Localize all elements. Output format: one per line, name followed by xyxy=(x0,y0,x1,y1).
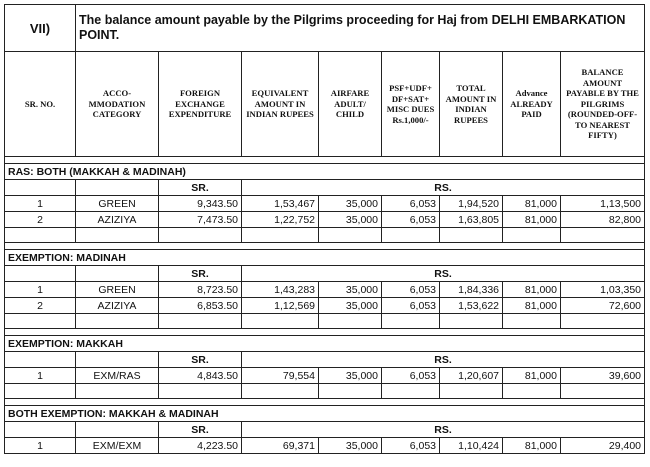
section-title: BOTH EXEMPTION: MAKKAH & MADINAH xyxy=(5,406,645,422)
blank-row xyxy=(5,228,645,243)
header-airfare: AIRFARE ADULT/ CHILD xyxy=(319,52,382,157)
spacer-cell xyxy=(5,399,645,406)
unit-rs: RS. xyxy=(242,422,645,438)
cell-airfare: 35,000 xyxy=(319,438,382,454)
cell-advance: 81,000 xyxy=(503,438,561,454)
cell-category: AZIZIYA xyxy=(76,298,159,314)
cell-foreign: 7,473.50 xyxy=(159,212,242,228)
blank-cell xyxy=(159,228,242,243)
title-row xyxy=(5,5,645,52)
unit-sr: SR. xyxy=(159,352,242,368)
cell-category: EXM/RAS xyxy=(76,368,159,384)
section-spacer xyxy=(5,157,645,164)
unit-blank xyxy=(5,422,76,438)
cell-psf: 6,053 xyxy=(382,212,440,228)
header-total-inr: TOTAL AMOUNT IN INDIAN RUPEES xyxy=(440,52,503,157)
cell-sr: 2 xyxy=(5,298,76,314)
blank-cell xyxy=(76,314,159,329)
cell-category: EXM/EXM xyxy=(76,438,159,454)
blank-cell xyxy=(440,384,503,399)
blank-cell xyxy=(503,384,561,399)
table-title: The balance amount payable by the Pilgrims proceeding for Haj from DELHI EMBARKATION POINT. xyxy=(76,5,645,52)
section-title: EXEMPTION: MADINAH xyxy=(5,250,645,266)
cell-balance: 39,600 xyxy=(561,368,645,384)
cell-equiv: 1,53,467 xyxy=(242,196,319,212)
header-accommodation: ACCO-MMODATION CATEGORY xyxy=(76,52,159,157)
cell-total: 1,20,607 xyxy=(440,368,503,384)
unit-rs: RS. xyxy=(242,352,645,368)
unit-rs: RS. xyxy=(242,266,645,282)
blank-cell xyxy=(382,228,440,243)
section-title: EXEMPTION: MAKKAH xyxy=(5,336,645,352)
cell-advance: 81,000 xyxy=(503,212,561,228)
unit-blank xyxy=(76,352,159,368)
cell-psf: 6,053 xyxy=(382,438,440,454)
cell-equiv: 1,43,283 xyxy=(242,282,319,298)
cell-total: 1,84,336 xyxy=(440,282,503,298)
cell-category: GREEN xyxy=(76,282,159,298)
section-title: RAS: BOTH (MAKKAH & MADINAH) xyxy=(5,164,645,180)
blank-cell xyxy=(382,384,440,399)
blank-cell xyxy=(5,314,76,329)
cell-balance: 29,400 xyxy=(561,438,645,454)
cell-advance: 81,000 xyxy=(503,282,561,298)
cell-foreign: 4,843.50 xyxy=(159,368,242,384)
unit-row xyxy=(5,266,645,282)
blank-cell xyxy=(5,384,76,399)
cell-airfare: 35,000 xyxy=(319,298,382,314)
blank-cell xyxy=(319,384,382,399)
table-row xyxy=(5,368,645,384)
blank-cell xyxy=(76,228,159,243)
spacer-cell xyxy=(5,243,645,250)
cell-advance: 81,000 xyxy=(503,368,561,384)
blank-cell xyxy=(242,314,319,329)
cell-total: 1,63,805 xyxy=(440,212,503,228)
table-row xyxy=(5,298,645,314)
cell-total: 1,53,622 xyxy=(440,298,503,314)
section-spacer xyxy=(5,243,645,250)
blank-cell xyxy=(5,228,76,243)
cell-equiv: 1,22,752 xyxy=(242,212,319,228)
cell-balance: 1,03,350 xyxy=(561,282,645,298)
cell-airfare: 35,000 xyxy=(319,196,382,212)
unit-row xyxy=(5,180,645,196)
blank-cell xyxy=(503,314,561,329)
section-title-row xyxy=(5,406,645,422)
section-spacer xyxy=(5,399,645,406)
blank-cell xyxy=(561,384,645,399)
section-title-row xyxy=(5,336,645,352)
cell-sr: 1 xyxy=(5,438,76,454)
unit-blank xyxy=(76,266,159,282)
unit-row xyxy=(5,352,645,368)
section-title-row xyxy=(5,164,645,180)
cell-airfare: 35,000 xyxy=(319,212,382,228)
header-balance-payable: BALANCE AMOUNT PAYABLE BY THE PILGRIMS (ROUNDED-OFF-TO NEAREST FIFTY) xyxy=(561,52,645,157)
cell-equiv: 79,554 xyxy=(242,368,319,384)
cell-airfare: 35,000 xyxy=(319,368,382,384)
blank-cell xyxy=(242,228,319,243)
blank-cell xyxy=(561,228,645,243)
cell-foreign: 4,223.50 xyxy=(159,438,242,454)
cell-total: 1,10,424 xyxy=(440,438,503,454)
cell-category: AZIZIYA xyxy=(76,212,159,228)
header-sr-no: SR. NO. xyxy=(5,52,76,157)
cell-sr: 2 xyxy=(5,212,76,228)
blank-cell xyxy=(76,384,159,399)
unit-row xyxy=(5,422,645,438)
cell-foreign: 9,343.50 xyxy=(159,196,242,212)
blank-cell xyxy=(440,228,503,243)
haj-balance-table xyxy=(4,4,645,454)
cell-foreign: 6,853.50 xyxy=(159,298,242,314)
blank-cell xyxy=(159,314,242,329)
table-row xyxy=(5,282,645,298)
cell-psf: 6,053 xyxy=(382,282,440,298)
cell-sr: 1 xyxy=(5,282,76,298)
table-row xyxy=(5,438,645,454)
section-spacer xyxy=(5,329,645,336)
cell-psf: 6,053 xyxy=(382,368,440,384)
unit-blank xyxy=(5,180,76,196)
blank-cell xyxy=(382,314,440,329)
cell-category: GREEN xyxy=(76,196,159,212)
cell-equiv: 69,371 xyxy=(242,438,319,454)
blank-cell xyxy=(561,314,645,329)
unit-blank xyxy=(5,266,76,282)
unit-sr: SR. xyxy=(159,180,242,196)
cell-equiv: 1,12,569 xyxy=(242,298,319,314)
unit-sr: SR. xyxy=(159,422,242,438)
header-equivalent-inr: EQUIVALENT AMOUNT IN INDIAN RUPEES xyxy=(242,52,319,157)
blank-cell xyxy=(440,314,503,329)
cell-advance: 81,000 xyxy=(503,196,561,212)
spacer-cell xyxy=(5,157,645,164)
table-row xyxy=(5,212,645,228)
header-row xyxy=(5,52,645,157)
table-row xyxy=(5,196,645,212)
cell-sr: 1 xyxy=(5,196,76,212)
section-title-row xyxy=(5,250,645,266)
cell-foreign: 8,723.50 xyxy=(159,282,242,298)
blank-row xyxy=(5,384,645,399)
cell-total: 1,94,520 xyxy=(440,196,503,212)
unit-rs: RS. xyxy=(242,180,645,196)
unit-blank xyxy=(76,422,159,438)
blank-cell xyxy=(242,384,319,399)
unit-blank xyxy=(5,352,76,368)
cell-psf: 6,053 xyxy=(382,196,440,212)
cell-airfare: 35,000 xyxy=(319,282,382,298)
section-number: VII) xyxy=(5,5,76,52)
header-advance-paid: Advance ALREADY PAID xyxy=(503,52,561,157)
header-psf-dues: PSF+UDF+ DF+SAT+ MISC DUES Rs.1,000/- xyxy=(382,52,440,157)
blank-row xyxy=(5,314,645,329)
blank-cell xyxy=(319,314,382,329)
blank-cell xyxy=(159,384,242,399)
blank-cell xyxy=(319,228,382,243)
blank-cell xyxy=(503,228,561,243)
cell-balance: 1,13,500 xyxy=(561,196,645,212)
cell-sr: 1 xyxy=(5,368,76,384)
cell-balance: 82,800 xyxy=(561,212,645,228)
unit-sr: SR. xyxy=(159,266,242,282)
cell-advance: 81,000 xyxy=(503,298,561,314)
unit-blank xyxy=(76,180,159,196)
cell-balance: 72,600 xyxy=(561,298,645,314)
header-foreign-exchange: FOREIGN EXCHANGE EXPENDITURE xyxy=(159,52,242,157)
spacer-cell xyxy=(5,329,645,336)
cell-psf: 6,053 xyxy=(382,298,440,314)
